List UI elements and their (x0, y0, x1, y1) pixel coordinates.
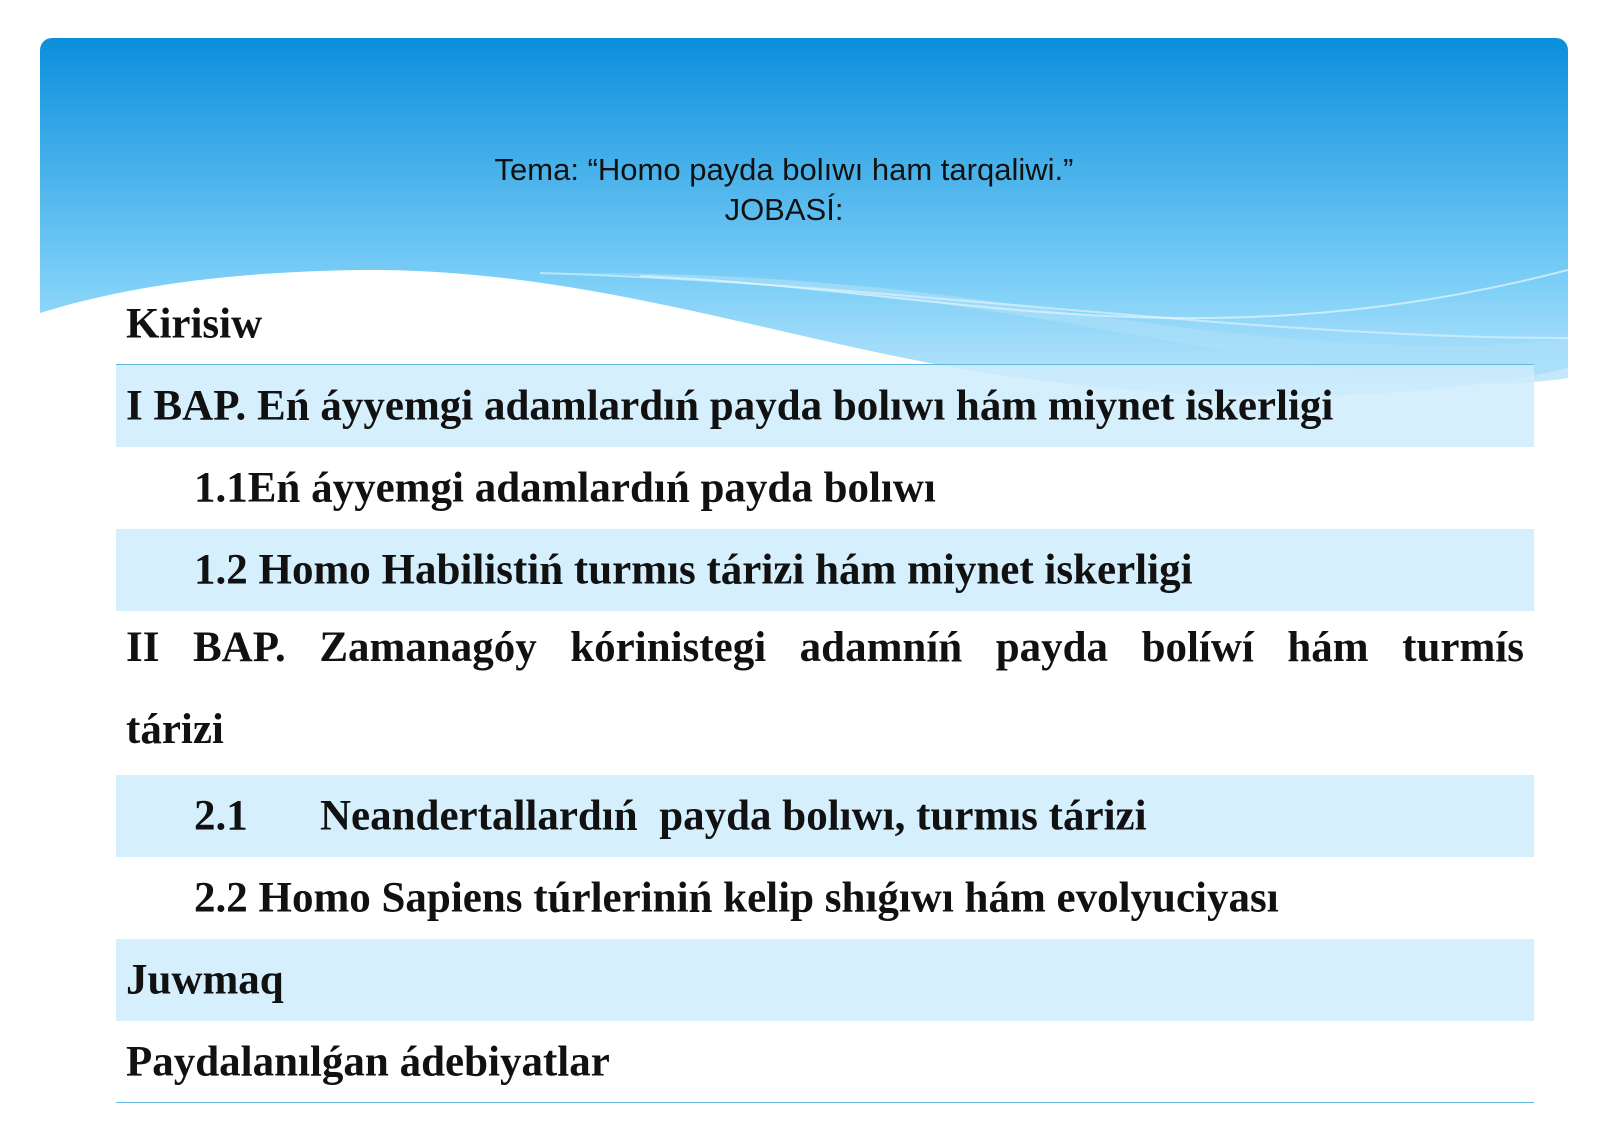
title-block (40, 150, 1568, 230)
agenda-item-section-1-1 (116, 447, 1534, 529)
chapter-2-word: hám (1287, 624, 1369, 671)
agenda-item-label: Juwmaq (126, 956, 284, 1004)
chapter-2-word: turmís (1402, 624, 1524, 671)
agenda-item-section-2-2 (116, 857, 1534, 939)
chapter-2-word: adamníń (799, 624, 963, 671)
agenda-item-label: 1.2 Homo Habilistiń turmıs tárizi hám miynet iskerligi (194, 546, 1193, 594)
agenda-item-label: I BAP. Eń áyyemgi adamlardıń payda bolıwı hám miynet iskerligi (126, 382, 1334, 430)
agenda-item-section-2-1 (116, 775, 1534, 857)
chapter-2-line-2: tárizi (126, 706, 224, 753)
agenda-item-conclusion (116, 939, 1534, 1021)
chapter-2-line-1 (126, 623, 1524, 672)
agenda-item-label (194, 792, 1147, 841)
agenda-item-label: Kirisiw (126, 300, 263, 347)
chapter-2-word: II (126, 624, 160, 671)
chapter-2-word: payda (995, 624, 1109, 671)
agenda-item-chapter-2 (116, 611, 1534, 775)
agenda-list (116, 283, 1534, 1103)
agenda-item-intro (116, 283, 1534, 365)
agenda-item-label: Paydalanılǵan ádebiyatlar (126, 1038, 610, 1085)
chapter-2-word: Zamanagóy (319, 624, 537, 671)
chapter-2-word: kórinistegi (570, 624, 767, 671)
chapter-2-word: BAP. (192, 624, 286, 671)
agenda-item-section-1-2 (116, 529, 1534, 611)
section-title: Neandertallardıń payda bolıwı, turmıs tárizi (320, 792, 1147, 840)
agenda-item-chapter-1 (116, 365, 1534, 447)
agenda-item-label: 2.2 Homo Sapiens túrleriniń kelip shıǵıwı hám evolyuciyası (194, 874, 1279, 922)
agenda-item-label: 1.1Eń áyyemgi adamlardıń payda bolıwı (194, 464, 936, 512)
chapter-2-word: bolíwí (1141, 624, 1254, 671)
section-number: 2.1 (194, 792, 248, 840)
agenda-item-references (116, 1021, 1534, 1103)
slide-title: Tema: “Homo payda bolıwı ham tarqaliwi.” (494, 152, 1074, 187)
slide-subtitle: JOBASÍ: (724, 192, 844, 227)
